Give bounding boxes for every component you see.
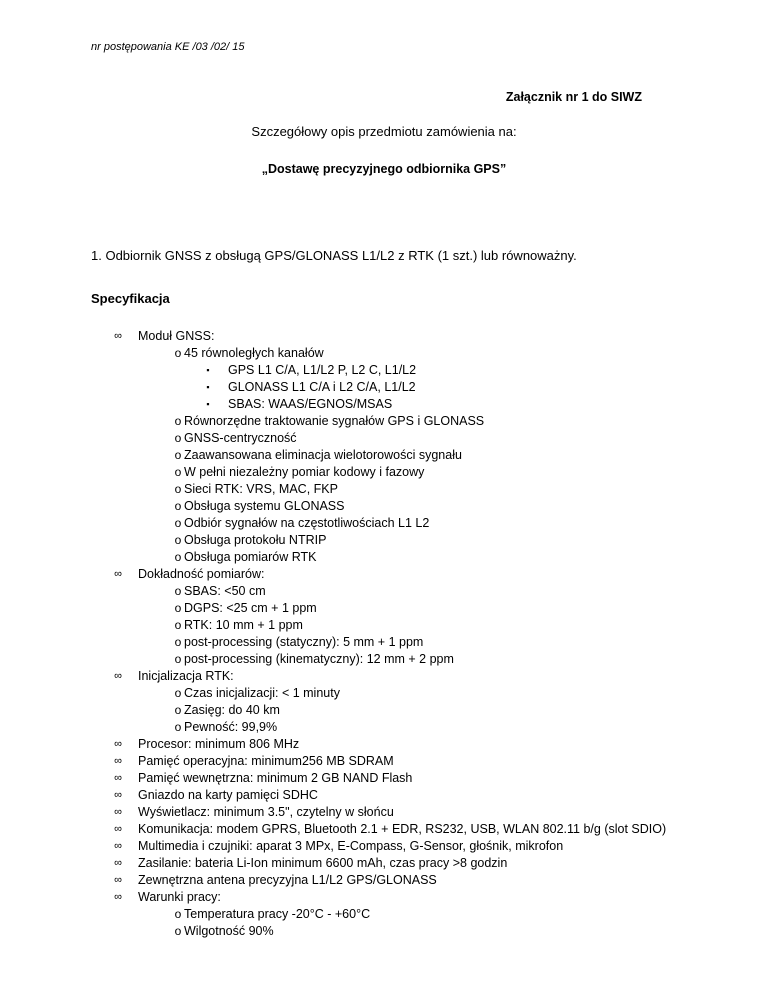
- bullet-marker-icon: ∞: [114, 330, 122, 342]
- spec-list-item: [0, 413, 768, 430]
- specification-heading: Specyfikacja: [91, 291, 170, 306]
- spec-list-item: [0, 379, 768, 396]
- bullet-marker-icon: o: [174, 465, 182, 479]
- annex-label: Załącznik nr 1 do SIWZ: [505, 90, 642, 104]
- procedure-number-header: nr postępowania KE /03 /02/ 15: [91, 41, 245, 53]
- spec-item-text: Czas inicjalizacji: < 1 minuty: [184, 686, 340, 700]
- spec-item-text: Gniazdo na karty pamięci SDHC: [138, 788, 318, 802]
- spec-list-item: [0, 685, 768, 702]
- bullet-marker-icon: o: [174, 601, 182, 615]
- spec-list-item: [0, 566, 768, 583]
- bullet-marker-icon: o: [174, 414, 182, 428]
- bullet-marker-icon: o: [174, 635, 182, 649]
- spec-item-text: Procesor: minimum 806 MHz: [138, 737, 300, 751]
- bullet-marker-icon: ▪: [206, 382, 210, 392]
- spec-list-item: [0, 617, 768, 634]
- bullet-marker-icon: o: [174, 907, 182, 921]
- spec-item-text: Odbiór sygnałów na częstotliwościach L1 L2: [184, 516, 430, 530]
- spec-item-text: Inicjalizacja RTK:: [138, 669, 234, 683]
- bullet-marker-icon: o: [174, 516, 182, 530]
- spec-item-text: GNSS-centryczność: [184, 431, 297, 445]
- spec-item-text: Obsługa protokołu NTRIP: [184, 533, 327, 547]
- spec-item-text: RTK: 10 mm + 1 ppm: [184, 618, 303, 632]
- spec-item-text: 45 równoległych kanałów: [184, 346, 324, 360]
- spec-list-item: [0, 923, 768, 940]
- spec-item-text: Obsługa pomiarów RTK: [184, 550, 317, 564]
- bullet-marker-icon: ∞: [114, 823, 122, 835]
- document-subtitle: Szczegółowy opis przedmiotu zamówienia na:: [251, 124, 517, 139]
- document-title: „Dostawę precyzyjnego odbiornika GPS”: [261, 162, 507, 176]
- spec-list-item: [0, 345, 768, 362]
- spec-item-text: Warunki pracy:: [138, 890, 221, 904]
- bullet-marker-icon: o: [174, 550, 182, 564]
- spec-item-text: Moduł GNSS:: [138, 329, 215, 343]
- bullet-marker-icon: ∞: [114, 738, 122, 750]
- bullet-marker-icon: o: [174, 448, 182, 462]
- spec-item-text: GPS L1 C/A, L1/L2 P, L2 C, L1/L2: [228, 363, 417, 377]
- bullet-marker-icon: o: [174, 431, 182, 445]
- bullet-marker-icon: o: [174, 346, 182, 360]
- spec-list-item: [0, 464, 768, 481]
- spec-list-item: [0, 328, 768, 345]
- bullet-marker-icon: ∞: [114, 891, 122, 903]
- spec-list-item: [0, 872, 768, 889]
- bullet-marker-icon: ∞: [114, 840, 122, 852]
- spec-list-item: [0, 396, 768, 413]
- bullet-marker-icon: ∞: [114, 755, 122, 767]
- spec-list-item: [0, 668, 768, 685]
- bullet-marker-icon: o: [174, 652, 182, 666]
- spec-item-text: Pamięć wewnętrzna: minimum 2 GB NAND Flash: [138, 771, 413, 785]
- bullet-marker-icon: o: [174, 499, 182, 513]
- spec-list-item: [0, 770, 768, 787]
- spec-item-text: Zasięg: do 40 km: [184, 703, 280, 717]
- bullet-marker-icon: ▪: [206, 399, 210, 409]
- spec-list-item: [0, 702, 768, 719]
- spec-item-text: Sieci RTK: VRS, MAC, FKP: [184, 482, 338, 496]
- spec-list-item: [0, 651, 768, 668]
- spec-list-item: [0, 498, 768, 515]
- bullet-marker-icon: ∞: [114, 806, 122, 818]
- bullet-marker-icon: o: [174, 924, 182, 938]
- spec-list-item: [0, 719, 768, 736]
- spec-list-item: [0, 515, 768, 532]
- spec-list-item: [0, 821, 768, 838]
- spec-list-item: [0, 838, 768, 855]
- spec-list-item: [0, 889, 768, 906]
- spec-item-text: Wilgotność 90%: [184, 924, 274, 938]
- bullet-marker-icon: o: [174, 584, 182, 598]
- spec-list-item: [0, 906, 768, 923]
- spec-list-item: [0, 430, 768, 447]
- specification-list: [0, 328, 768, 940]
- spec-list-item: [0, 583, 768, 600]
- spec-item-text: Multimedia i czujniki: aparat 3 MPx, E-Compass, G-Sensor, głośnik, mikrofon: [138, 839, 564, 853]
- spec-item-text: Zaawansowana eliminacja wielotorowości sygnału: [184, 448, 462, 462]
- spec-list-item: [0, 804, 768, 821]
- bullet-marker-icon: o: [174, 618, 182, 632]
- spec-item-text: Wyświetlacz: minimum 3.5", czytelny w słońcu: [138, 805, 394, 819]
- spec-list-item: [0, 600, 768, 617]
- spec-list-item: [0, 753, 768, 770]
- bullet-marker-icon: ∞: [114, 772, 122, 784]
- spec-item-text: SBAS: <50 cm: [184, 584, 266, 598]
- item-description: 1. Odbiornik GNSS z obsługą GPS/GLONASS L1/L2 z RTK (1 szt.) lub równoważny.: [91, 248, 577, 263]
- spec-list-item: [0, 481, 768, 498]
- bullet-marker-icon: ∞: [114, 789, 122, 801]
- spec-item-text: Zasilanie: bateria Li-Ion minimum 6600 mAh, czas pracy >8 godzin: [138, 856, 508, 870]
- bullet-marker-icon: ∞: [114, 568, 122, 580]
- bullet-marker-icon: o: [174, 686, 182, 700]
- bullet-marker-icon: o: [174, 533, 182, 547]
- spec-item-text: Pewność: 99,9%: [184, 720, 278, 734]
- bullet-marker-icon: ∞: [114, 857, 122, 869]
- bullet-marker-icon: ▪: [206, 365, 210, 375]
- spec-item-text: Pamięć operacyjna: minimum256 MB SDRAM: [138, 754, 394, 768]
- bullet-marker-icon: o: [174, 703, 182, 717]
- spec-item-text: GLONASS L1 C/A i L2 C/A, L1/L2: [228, 380, 416, 394]
- spec-item-text: post-processing (statyczny): 5 mm + 1 ppm: [184, 635, 424, 649]
- spec-item-text: Równorzędne traktowanie sygnałów GPS i GLONASS: [184, 414, 485, 428]
- spec-list-item: [0, 787, 768, 804]
- spec-item-text: Komunikacja: modem GPRS, Bluetooth 2.1 + EDR, RS232, USB, WLAN 802.11 b/g (slot SDIO): [138, 822, 667, 836]
- spec-item-text: Obsługa systemu GLONASS: [184, 499, 345, 513]
- spec-item-text: SBAS: WAAS/EGNOS/MSAS: [228, 397, 393, 411]
- spec-list-item: [0, 362, 768, 379]
- spec-item-text: Dokładność pomiarów:: [138, 567, 265, 581]
- spec-item-text: DGPS: <25 cm + 1 ppm: [184, 601, 317, 615]
- spec-list-item: [0, 855, 768, 872]
- spec-item-text: W pełni niezależny pomiar kodowy i fazowy: [184, 465, 425, 479]
- bullet-marker-icon: o: [174, 482, 182, 496]
- spec-item-text: post-processing (kinematyczny): 12 mm + 2 ppm: [184, 652, 454, 666]
- spec-list-item: [0, 532, 768, 549]
- bullet-marker-icon: ∞: [114, 874, 122, 886]
- bullet-marker-icon: o: [174, 720, 182, 734]
- bullet-marker-icon: ∞: [114, 670, 122, 682]
- spec-list-item: [0, 549, 768, 566]
- spec-list-item: [0, 736, 768, 753]
- spec-item-text: Temperatura pracy -20°C - +60°C: [184, 907, 371, 921]
- spec-list-item: [0, 634, 768, 651]
- spec-list-item: [0, 447, 768, 464]
- spec-item-text: Zewnętrzna antena precyzyjna L1/L2 GPS/GLONASS: [138, 873, 437, 887]
